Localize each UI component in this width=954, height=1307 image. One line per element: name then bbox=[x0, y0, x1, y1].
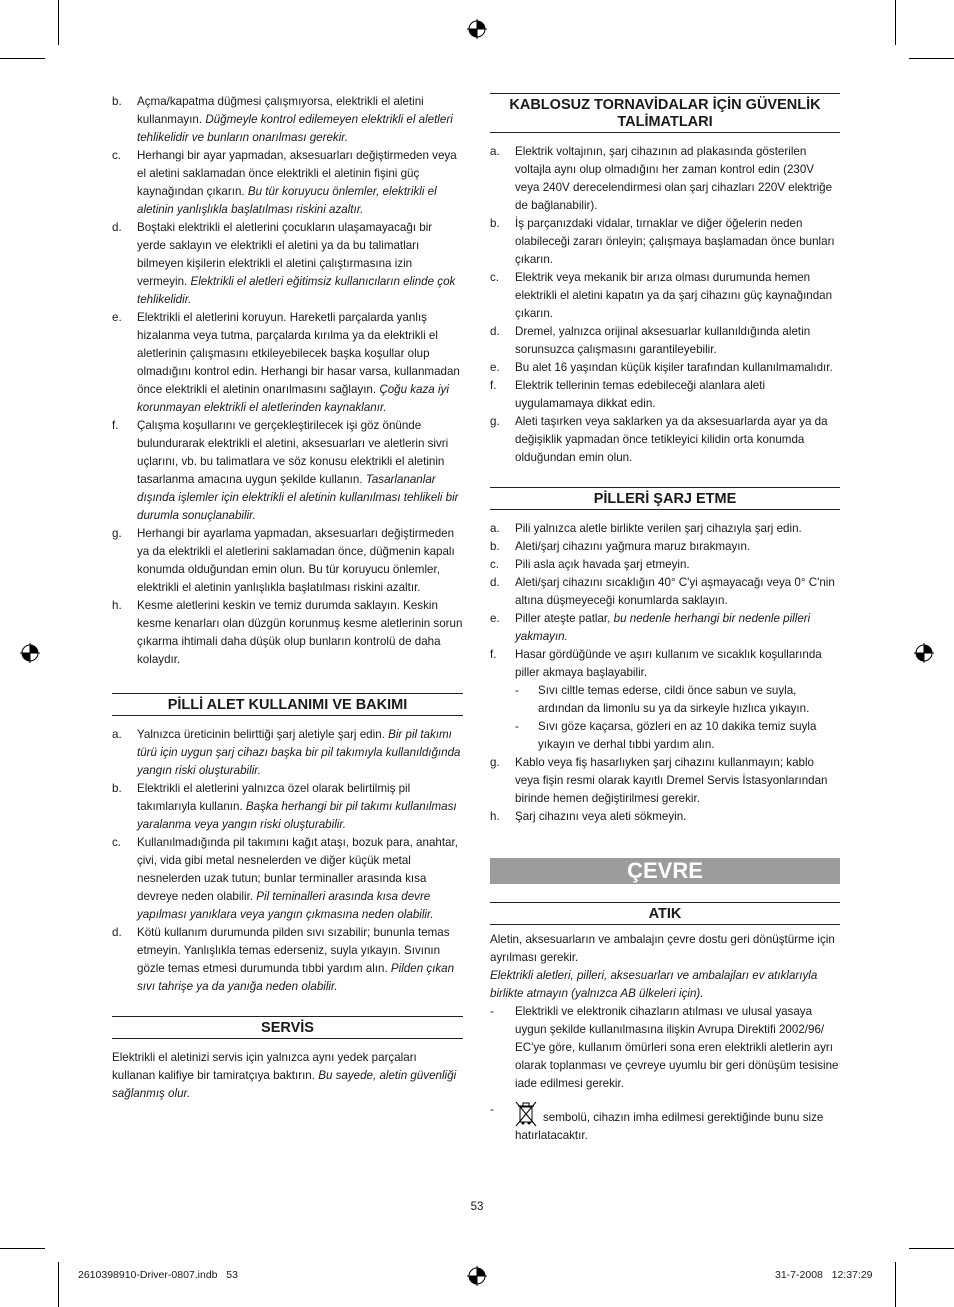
list-item bbox=[112, 525, 463, 597]
list-item bbox=[112, 597, 463, 669]
list-item-text: Herhangi bir ayar yapmadan, aksesuarları değiştirmeden veya el aletini saklamadan önce elektrikli el aletinin fişini güç kaynağından çıkarın. bbox=[137, 149, 457, 198]
list-item bbox=[490, 377, 840, 413]
list-item-label: g. bbox=[490, 756, 500, 769]
list-item-label: h. bbox=[112, 599, 122, 612]
list-item-text: Hasar gördüğünde ve aşırı kullanım ve sıcaklık koşullarında piller akmaya başlayabilir. bbox=[515, 648, 822, 679]
list-item-text: Sıvı göze kaçarsa, gözleri en az 10 dakika temiz suyla yıkayın ve derhal tıbbi yardım alın. bbox=[538, 720, 817, 751]
crop-mark bbox=[909, 58, 954, 59]
list-item-label: - bbox=[490, 1005, 494, 1018]
list-item-label: c. bbox=[490, 558, 500, 571]
list-item-label: e. bbox=[490, 612, 500, 625]
footer-timestamp: 31-7-2008 12:37:29 bbox=[775, 1269, 873, 1281]
list-item-label: e. bbox=[490, 361, 500, 374]
list-item-text: Elektrik tellerinin temas edebileceği alanlara aleti uygulamamaya dikkat edin. bbox=[515, 379, 766, 410]
list-item-text: Aleti/şarj cihazını yağmura maruz bırakmayın. bbox=[515, 540, 751, 553]
list-item-text: Kullanılmadığında pil takımını kağıt ataşı, bozuk para, anahtar, çivi, vida gibi metal nesnelerden ve diğer küçük metal nesnelerden uzak tutun; bunlar terminaller arasında kısa devreye neden olabilir. bbox=[137, 836, 458, 903]
list-item bbox=[112, 726, 463, 780]
safety-list bbox=[112, 93, 463, 669]
list-item-text: Pili yalnızca aletle birlikte verilen şarj cihazıyla şarj edin. bbox=[515, 522, 802, 535]
list-item-text: Kablo veya fiş hasarlıyken şarj cihazını kullanmayın; kablo veya fişin resmi olarak kayıtlı Dremel Servis İstasyonlarından birinde hemen değiştirilmesi gerekir. bbox=[515, 756, 828, 805]
list-item-label: b. bbox=[490, 540, 500, 553]
list-item bbox=[112, 147, 463, 219]
right-column bbox=[490, 93, 840, 1145]
charging-sublist bbox=[490, 682, 840, 754]
list-item-note: Tasarlananlar dışında işlemler için elektrikli el aletinin kullanılması tehlikeli bir durumla sonuçlanabilir. bbox=[137, 473, 459, 522]
sub-list-item bbox=[490, 718, 840, 754]
section-heading-battery: PİLLİ ALET KULLANIMI VE BAKIMI bbox=[112, 693, 463, 716]
list-item-label: g. bbox=[112, 527, 122, 540]
list-item-note: Başka herhangi bir pil takımı kullanılması yaralanma veya yangın riski oluşturabilir. bbox=[137, 800, 457, 831]
list-item-label: d. bbox=[490, 576, 500, 589]
charging-list bbox=[490, 520, 840, 682]
list-item-label: c. bbox=[112, 836, 122, 849]
section-heading-waste: ATIK bbox=[490, 902, 840, 925]
list-item-text: Boştaki elektrikli el aletlerini çocukların ulaşamayacağı bir yerde saklayın ve elektrikli el aletini ya da bu talimatları bilmeyen kişilerin elektrikli el aletini çalıştırmasına izin vermeyin. bbox=[137, 221, 433, 288]
list-item-label: d. bbox=[112, 926, 122, 939]
list-item-label: a. bbox=[112, 728, 122, 741]
section-heading-cordless: KABLOSUZ TORNAVİDALAR İÇİN GÜVENLİK TALİMATLARI bbox=[490, 93, 840, 133]
registration-mark-icon bbox=[467, 1266, 487, 1286]
list-item-note: Pilden çıkan sıvı tahrişe ya da yanığa neden olabilir. bbox=[137, 962, 455, 993]
list-item-text: İş parçanızdaki vidalar, tırnaklar ve diğer öğelerin neden olabileceği zararı önleyin; çalışmaya başlamadan önce bunları çıkarın. bbox=[515, 217, 835, 266]
list-item-label: g. bbox=[490, 415, 500, 428]
list-item bbox=[112, 780, 463, 834]
list-item-label: a. bbox=[490, 522, 500, 535]
list-item-text: Pili asla açık havada şarj etmeyin. bbox=[515, 558, 690, 571]
service-paragraph: Elektrikli el aletinizi servis için yalnızca aynı yedek parçaları kullanan kalifiye bir tamiratçıya baktırın. Bu sayede, aletin güvenliği sağlanmış olur. bbox=[112, 1051, 457, 1100]
list-item-label: d. bbox=[112, 221, 122, 234]
crop-mark bbox=[909, 1248, 954, 1249]
list-item-label: - bbox=[515, 684, 519, 697]
registration-mark-icon bbox=[467, 19, 487, 39]
list-item-label: f. bbox=[490, 648, 497, 661]
list-item bbox=[112, 834, 463, 924]
list-item-text: Bu alet 16 yaşından küçük kişiler tarafından kullanılmamalıdır. bbox=[515, 361, 833, 374]
section-heading-service: SERVİS bbox=[112, 1016, 463, 1039]
list-item bbox=[112, 93, 463, 147]
list-item-label: c. bbox=[112, 149, 122, 162]
list-item-label: b. bbox=[112, 95, 122, 108]
list-item-label: b. bbox=[490, 217, 500, 230]
list-item-text: Elektrik voltajının, şarj cihazının ad plakasında gösterilen voltajla aynı olup olmadığını her zaman kontrol edin (230V veya 240V derecelendirmesi olan şarj cihazları 220V elektriğe de bağlanabilir). bbox=[515, 145, 833, 212]
list-item-text: Elektrikli el aletlerini yalnızca özel olarak belirtilmiş pil takımlarıyla kullanın. bbox=[137, 782, 411, 813]
list-item-label: h. bbox=[490, 810, 500, 823]
registration-mark-icon bbox=[20, 643, 40, 663]
list-item-text: Aleti/şarj cihazını sıcaklığın 40° C'yi aşmayacağı veya 0° C'nin altına düşmeyeceği konumlarda saklayın. bbox=[515, 576, 835, 607]
crop-mark bbox=[895, 1262, 896, 1307]
list-item bbox=[490, 413, 840, 467]
list-item-text: Aleti taşırken veya saklarken ya da aksesuarlarda ayar ya da değişiklik yapmadan önce tetikleyici kilidin orta konumda olduğundan emin olun. bbox=[515, 415, 828, 464]
list-item bbox=[490, 359, 840, 377]
list-item bbox=[112, 219, 463, 309]
registration-mark-icon bbox=[914, 643, 934, 663]
list-item-label: e. bbox=[112, 311, 122, 324]
symbol-item: - sembolü, cihazın imha edilmesi gerektiğinde bunu size hatırlatacaktır. bbox=[490, 1103, 824, 1142]
list-item bbox=[490, 1003, 840, 1093]
page-number: 53 bbox=[470, 1201, 484, 1213]
list-item-text: Herhangi bir ayarlama yapmadan, aksesuarları değiştirmeden ya da elektrikli el aletlerini saklamadan önce, düğmenin kapalı konumda olduğundan emin olun. Bu tür koruyucu önlemler, elektrikli el aletinin yanlışlıkla başlatılması riskini azaltır. bbox=[137, 527, 455, 594]
waste-warning: Elektrikli aletleri, pilleri, aksesuarları ve ambalajları ev atıklarıyla birlikte atmayın (yalnızca AB ülkeleri için). bbox=[490, 969, 818, 1000]
list-item bbox=[490, 269, 840, 323]
list-item-text: Sıvı ciltle temas ederse, cildi önce sabun ve suyla, ardından da limonlu su ya da sirkeyle hızlıca yıkayın. bbox=[538, 684, 810, 715]
list-item-text: Şarj cihazını veya aleti sökmeyin. bbox=[515, 810, 687, 823]
waste-list bbox=[490, 1003, 840, 1093]
crop-mark bbox=[58, 1262, 59, 1307]
list-item-note: Bir pil takımı türü için uygun şarj cihazı başka bir pil takımıyla kullanıldığında yangın riski oluşturabilir. bbox=[137, 728, 461, 777]
cordless-list bbox=[490, 143, 840, 467]
list-item-text: Kötü kullanım durumunda pilden sıvı sızabilir; bununla temas etmeyin. Yanlışlıkla temas ederseniz, suyla yıkayın. Sıvının gözle temas etmesi durumunda tıbbi yardım alın. bbox=[137, 926, 450, 975]
list-item bbox=[490, 610, 840, 646]
list-item-label: d. bbox=[490, 325, 500, 338]
left-column bbox=[112, 93, 463, 1103]
list-item-note: Bu tür koruyucu önlemler, elektrikli el aletinin yanlışlıkla başlatılması riskini azaltır. bbox=[137, 185, 437, 216]
crossed-bin-icon bbox=[515, 1101, 537, 1127]
list-item-note: Düğmeyle kontrol edilemeyen elektrikli el aletleri tehlikelidir ve bunların onarılması gerekir. bbox=[137, 113, 453, 144]
list-item bbox=[112, 417, 463, 525]
list-item bbox=[490, 538, 840, 556]
list-item bbox=[490, 215, 840, 269]
list-item-label: - bbox=[515, 720, 519, 733]
list-item-text: Açma/kapatma düğmesi çalışmıyorsa, elektrikli el aletini kullanmayın. bbox=[137, 95, 424, 126]
list-item-label: a. bbox=[490, 145, 500, 158]
list-item bbox=[490, 646, 840, 682]
list-item-text: Çalışma koşullarını ve gerçekleştirilecek işi göz önünde bulundurarak elektrikli el aletini, aksesuarları ve aletlerin sivri uçlarını, vb. bu talimatlara ve söz konusu elektrikli el aletinin tasarlanma amacına uygun şekilde kullanın. bbox=[137, 419, 449, 486]
crop-mark bbox=[0, 58, 45, 59]
list-item-text: Elektrik veya mekanik bir arıza olması durumunda hemen elektrikli el aletini kapatın ya da şarj cihazını güç kaynağından çıkarın. bbox=[515, 271, 833, 320]
list-item-text: Kesme aletlerini keskin ve temiz durumda saklayın. Keskin kesme kenarları olan düzgün korunmuş kesme aletlerinin sorun çıkarma ihtimali daha düşük olup bunların kontrolü de daha kolaydır. bbox=[137, 599, 463, 666]
sub-list-item bbox=[490, 682, 840, 718]
section-heading-charging: PİLLERİ ŞARJ ETME bbox=[490, 487, 840, 510]
list-item-note: bu nedenle herhangi bir nedenle pilleri yakmayın. bbox=[515, 612, 811, 643]
charging-list-continued bbox=[490, 754, 840, 826]
list-item bbox=[490, 808, 840, 826]
list-item bbox=[490, 754, 840, 808]
list-item-note: Elektrikli el aletleri eğitimsiz kullanıcıların elinde çok tehlikelidir. bbox=[137, 275, 456, 306]
crop-mark bbox=[58, 0, 59, 45]
list-item-note: Pil teminalleri arasında kısa devre yapılması yanıklara veya yangın çıkmasına neden olabilir. bbox=[137, 890, 434, 921]
list-item-label: f. bbox=[490, 379, 497, 392]
list-item-text: Piller ateşte patlar, bbox=[515, 612, 611, 625]
list-item bbox=[490, 556, 840, 574]
environment-banner: ÇEVRE bbox=[490, 858, 840, 884]
list-item bbox=[112, 924, 463, 996]
list-item-label: f. bbox=[112, 419, 119, 432]
battery-list bbox=[112, 726, 463, 996]
list-item bbox=[490, 520, 840, 538]
crop-mark bbox=[895, 0, 896, 45]
list-item-text: Elektrikli el aletlerini koruyun. Hareketli parçalarda yanlış hizalanma veya tutma, parçalarda kırılma ya da elektrikli el aletlerinin çalışmasını etkileyebilecek başka koşullar olup olmadığını kontrol edin. Herhangi bir hasar varsa, kullanmadan önce elektrikli el aletinin onarılmasını sağlayın. bbox=[137, 311, 460, 396]
list-item bbox=[490, 323, 840, 359]
footer-file-info: 2610398910-Driver-0807.indb 53 bbox=[78, 1269, 238, 1281]
crop-mark bbox=[0, 1248, 45, 1249]
list-item bbox=[112, 309, 463, 417]
list-item-text: Yalnızca üreticinin belirttiği şarj aletiyle şarj edin. bbox=[137, 728, 385, 741]
list-item-text: Elektrikli ve elektronik cihazların atılması ve ulusal yasaya uygun şekilde kullanılmasına ilişkin Avrupa Direktifi 2002/96/ EC'ye göre, kullanım ömürleri sona eren elektrikli aletlerin ayrı olarak toplanması ve çevreye uyumlu bir geri dönüşüm tesisine iade edilmesi gerekir. bbox=[515, 1005, 839, 1090]
list-item bbox=[490, 143, 840, 215]
list-item-label: c. bbox=[490, 271, 500, 284]
list-item-label: b. bbox=[112, 782, 122, 795]
waste-paragraph: Aletin, aksesuarların ve ambalajın çevre dostu geri dönüştürme için ayrılması gerekir. bbox=[490, 933, 835, 964]
list-item-note: Çoğu kaza iyi korunmayan elektrikli el aletlerinden kaynaklanır. bbox=[137, 383, 449, 414]
list-item bbox=[490, 574, 840, 610]
list-item-text: Dremel, yalnızca orijinal aksesuarlar kullanıldığında aletin sorunsuzca çalışmasını garantileyebilir. bbox=[515, 325, 811, 356]
